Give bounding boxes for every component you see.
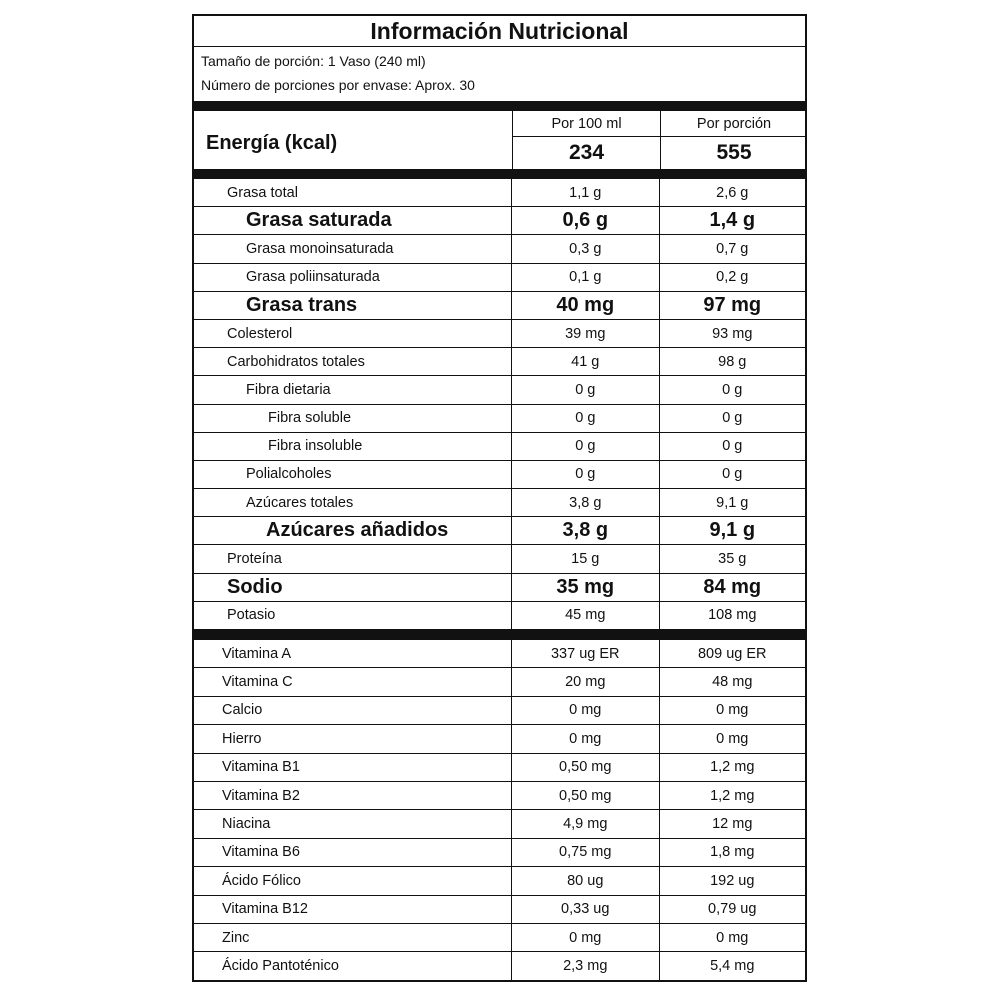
value-per-100: 0 g bbox=[511, 376, 658, 403]
nutrient-name: Polialcoholes bbox=[246, 466, 332, 483]
nutrient-name: Grasa poliinsaturada bbox=[246, 269, 380, 286]
value-per-100: 0,1 g bbox=[511, 264, 658, 291]
value-per-100: 45 mg bbox=[511, 602, 658, 629]
value-per-100: 4,9 mg bbox=[511, 810, 659, 837]
nutrient-name: Carbohidratos totales bbox=[227, 353, 365, 370]
value-per-100: 337 ug ER bbox=[511, 640, 659, 667]
serving-info bbox=[194, 47, 805, 101]
per-serving-column bbox=[660, 111, 807, 169]
value-per-100: 0 g bbox=[511, 433, 658, 460]
value-per-serving: 93 mg bbox=[659, 320, 806, 347]
value-per-serving: 5,4 mg bbox=[659, 952, 806, 980]
nutrient-name: Vitamina B6 bbox=[222, 844, 300, 861]
value-per-100: 0,50 mg bbox=[511, 754, 659, 781]
table-row bbox=[194, 924, 805, 952]
thick-divider bbox=[194, 169, 805, 179]
label-title: Información Nutricional bbox=[194, 16, 805, 47]
table-row bbox=[194, 574, 805, 602]
table-row bbox=[194, 517, 805, 545]
nutrient-name: Vitamina B12 bbox=[222, 901, 308, 918]
value-per-serving: 84 mg bbox=[659, 574, 806, 601]
per-serving-header: Por porción bbox=[661, 111, 807, 137]
nutrient-name: Grasa monoinsaturada bbox=[246, 240, 394, 257]
nutrient-name: Calcio bbox=[222, 702, 263, 719]
value-per-100: 0 g bbox=[511, 461, 658, 488]
value-per-serving: 35 g bbox=[659, 545, 806, 572]
table-row bbox=[194, 292, 805, 320]
value-per-serving: 108 mg bbox=[659, 602, 806, 629]
nutrient-name: Azúcares añadidos bbox=[266, 519, 449, 542]
value-per-serving: 0 mg bbox=[659, 725, 806, 752]
table-row bbox=[194, 640, 805, 668]
table-row bbox=[194, 839, 805, 867]
vitamins-table bbox=[194, 640, 805, 981]
table-row bbox=[194, 348, 805, 376]
table-row bbox=[194, 867, 805, 895]
nutrient-name: Proteína bbox=[227, 551, 282, 568]
value-per-100: 0 g bbox=[511, 405, 658, 432]
table-row bbox=[194, 602, 805, 630]
nutrient-name: Niacina bbox=[222, 816, 271, 833]
value-per-serving: 1,2 mg bbox=[659, 754, 806, 781]
value-per-100: 0,50 mg bbox=[511, 782, 659, 809]
nutrient-name: Sodio bbox=[227, 575, 283, 598]
value-per-100: 0,6 g bbox=[511, 207, 658, 234]
nutrient-name: Grasa trans bbox=[246, 293, 358, 316]
value-per-100: 20 mg bbox=[511, 668, 659, 695]
value-per-100: 39 mg bbox=[511, 320, 658, 347]
table-row bbox=[194, 668, 805, 696]
thick-divider bbox=[194, 630, 805, 640]
nutrient-name: Fibra insoluble bbox=[268, 438, 363, 455]
value-per-100: 41 g bbox=[511, 348, 658, 375]
table-row bbox=[194, 952, 805, 980]
nutrient-name: Grasa saturada bbox=[246, 209, 392, 232]
nutrient-name: Vitamina B1 bbox=[222, 759, 300, 776]
nutrient-name: Potasio bbox=[227, 607, 276, 624]
table-row bbox=[194, 179, 805, 207]
value-per-100: 0,33 ug bbox=[511, 896, 659, 923]
value-per-serving: 0 mg bbox=[659, 924, 806, 951]
nutrient-name: Ácido Fólico bbox=[222, 872, 301, 889]
table-row bbox=[194, 235, 805, 263]
table-row bbox=[194, 461, 805, 489]
value-per-serving: 0 g bbox=[659, 433, 805, 460]
value-per-100: 0 mg bbox=[511, 697, 659, 724]
nutrient-name: Ácido Pantoténico bbox=[222, 958, 339, 975]
value-per-serving: 98 g bbox=[659, 348, 806, 375]
value-per-100: 2,3 mg bbox=[511, 952, 659, 980]
table-row bbox=[194, 433, 805, 461]
nutrient-name: Fibra dietaria bbox=[246, 381, 331, 398]
value-per-serving: 97 mg bbox=[659, 292, 805, 319]
nutrient-name: Hierro bbox=[222, 730, 262, 747]
value-per-100: 3,8 g bbox=[511, 517, 658, 544]
value-per-100: 0,3 g bbox=[511, 235, 658, 262]
nutrient-name: Grasa total bbox=[227, 184, 298, 201]
nutrient-name: Zinc bbox=[222, 929, 250, 946]
value-per-serving: 0 g bbox=[659, 405, 805, 432]
table-row bbox=[194, 489, 805, 517]
energy-per-serving: 555 bbox=[716, 141, 752, 164]
value-per-serving: 0,2 g bbox=[659, 264, 805, 291]
value-per-100: 40 mg bbox=[511, 292, 658, 319]
value-per-serving: 1,8 mg bbox=[659, 839, 806, 866]
thick-divider bbox=[194, 101, 805, 111]
serving-size: Tamaño de porción: 1 Vaso (240 ml) bbox=[201, 53, 426, 69]
table-row bbox=[194, 545, 805, 573]
value-per-serving: 809 ug ER bbox=[659, 640, 806, 667]
servings-per-container: Número de porciones por envase: Aprox. 30 bbox=[201, 77, 475, 93]
energy-per-100: 234 bbox=[568, 141, 605, 164]
value-per-100: 0,75 mg bbox=[511, 839, 659, 866]
value-per-100: 15 g bbox=[511, 545, 658, 572]
nutrient-name: Vitamina C bbox=[222, 674, 293, 691]
value-per-serving: 192 ug bbox=[659, 867, 806, 894]
value-per-100: 1,1 g bbox=[511, 179, 658, 206]
value-per-100: 0 mg bbox=[511, 924, 659, 951]
value-per-100: 3,8 g bbox=[511, 489, 658, 516]
table-row bbox=[194, 207, 805, 235]
value-per-serving: 9,1 g bbox=[659, 489, 805, 516]
value-per-100: 0 mg bbox=[511, 725, 659, 752]
nutrition-facts-label bbox=[192, 14, 807, 982]
value-per-serving: 0 g bbox=[659, 461, 805, 488]
value-per-serving: 12 mg bbox=[659, 810, 806, 837]
table-row bbox=[194, 405, 805, 433]
table-row bbox=[194, 320, 805, 348]
table-row bbox=[194, 896, 805, 924]
value-per-serving: 0,79 ug bbox=[659, 896, 806, 923]
table-row bbox=[194, 697, 805, 725]
table-row bbox=[194, 754, 805, 782]
value-per-100: 35 mg bbox=[511, 574, 658, 601]
table-row bbox=[194, 810, 805, 838]
nutrient-name: Fibra soluble bbox=[268, 410, 352, 427]
nutrient-name: Azúcares totales bbox=[246, 494, 354, 511]
nutrient-name: Vitamina B2 bbox=[222, 787, 300, 804]
value-per-serving: 48 mg bbox=[659, 668, 806, 695]
value-per-serving: 0 mg bbox=[659, 697, 806, 724]
value-per-100: 80 ug bbox=[511, 867, 659, 894]
per-100-header: Por 100 ml bbox=[513, 111, 660, 137]
nutrient-name: Vitamina A bbox=[222, 645, 292, 662]
value-per-serving: 1,4 g bbox=[659, 207, 805, 234]
table-row bbox=[194, 725, 805, 753]
table-row bbox=[194, 264, 805, 292]
value-per-serving: 9,1 g bbox=[659, 517, 805, 544]
table-row bbox=[194, 376, 805, 404]
energy-label: Energía (kcal) bbox=[206, 132, 338, 154]
value-per-serving: 2,6 g bbox=[659, 179, 806, 206]
value-per-serving: 0 g bbox=[659, 376, 805, 403]
per-100-column bbox=[512, 111, 660, 169]
nutrients-table bbox=[194, 179, 805, 630]
value-per-serving: 1,2 mg bbox=[659, 782, 806, 809]
nutrient-name: Colesterol bbox=[227, 325, 293, 342]
energy-section bbox=[194, 111, 805, 169]
table-row bbox=[194, 782, 805, 810]
value-per-serving: 0,7 g bbox=[659, 235, 805, 262]
